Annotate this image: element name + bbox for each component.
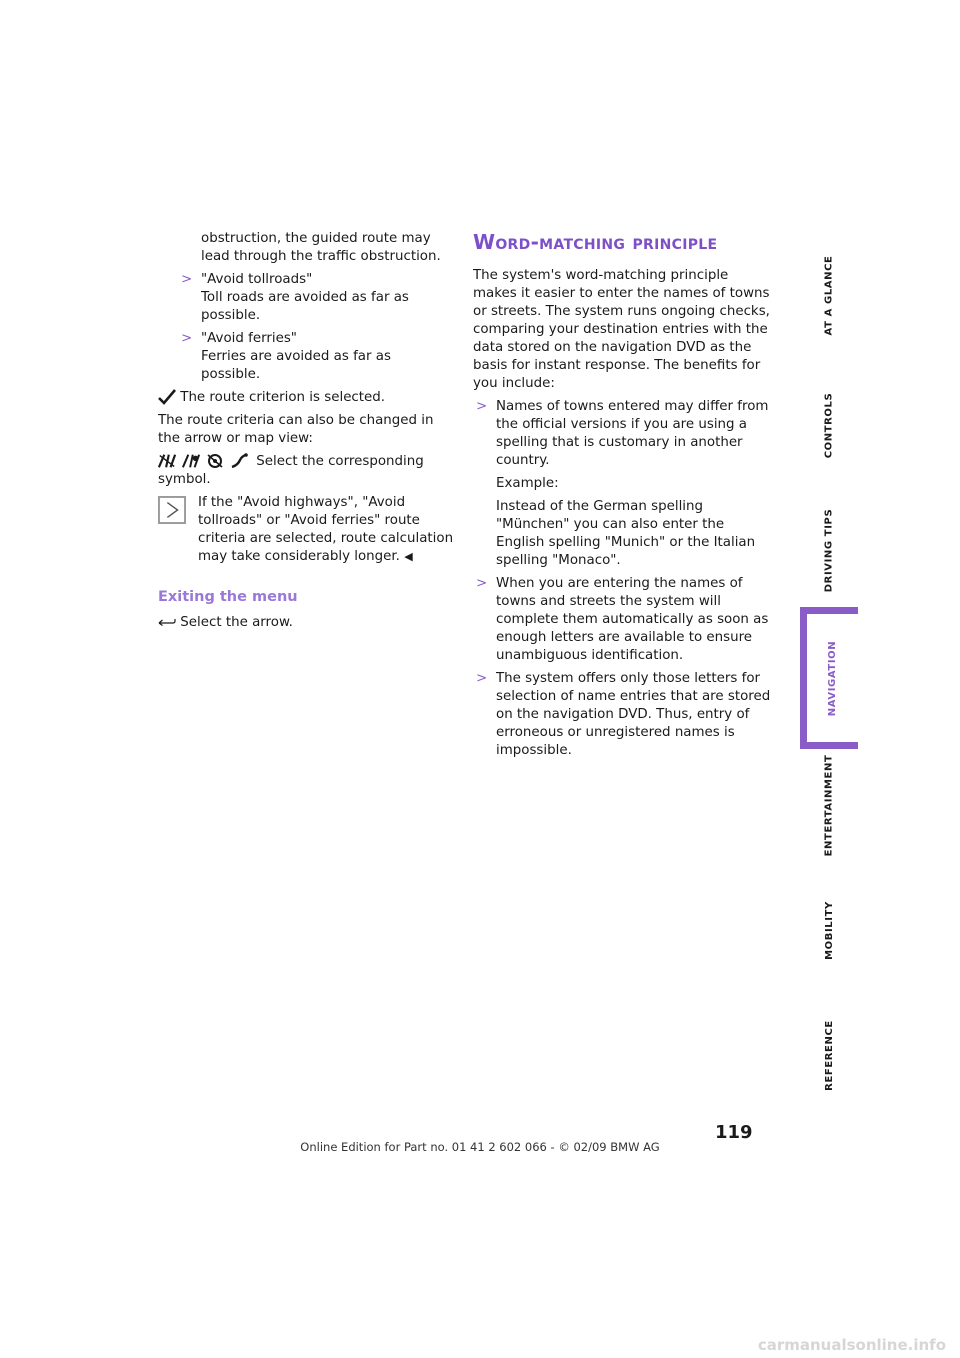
- benefit-text: The system offers only those letters for selection of name entries that are stored on the navigation DVD. Thus, entry of erroneous or unregistered names is impossible.: [496, 671, 771, 758]
- avoid-tollroads-icon: [182, 453, 200, 469]
- selected-text: The route criterion is selected.: [180, 390, 386, 405]
- exit-line: [158, 614, 454, 632]
- end-marker: ◀: [404, 550, 413, 563]
- route-icon: [230, 453, 248, 469]
- bullet-avoid-ferries: [178, 330, 454, 384]
- note-text: If the "Avoid highways", "Avoid tollroads" or "Avoid ferries" route criteria are selected, route calculation may take considerably longer. ◀: [198, 495, 454, 564]
- route-criteria-icons: [158, 453, 248, 469]
- bullet-marker: >: [181, 331, 193, 346]
- benefit-item: [473, 398, 773, 570]
- selected-line: [158, 389, 454, 407]
- footer-edition: Online Edition for Part no. 01 41 2 602 066 - © 02/09 BMW AG: [300, 1140, 660, 1154]
- example-label: Example:: [496, 476, 559, 491]
- note-triangle-icon: [158, 496, 186, 524]
- example-text: Instead of the German spelling "München" you can also enter the English spelling "Munich" or the Italian spelling "Monaco".: [496, 499, 756, 568]
- right-column: [473, 229, 773, 765]
- bullet-marker: >: [181, 272, 193, 287]
- select-symbol-text: Select the corresponding symbol.: [158, 454, 424, 487]
- checkmark-icon: [158, 389, 176, 405]
- tab-driving-tips[interactable]: DRIVING TIPS: [823, 508, 835, 592]
- exit-text: Select the arrow.: [180, 615, 293, 630]
- tab-navigation[interactable]: NAVIGATION: [800, 607, 858, 749]
- intro-continued: obstruction, the guided route may lead through the traffic obstruction.: [201, 231, 441, 264]
- benefit-item: [473, 575, 773, 665]
- exit-heading: Exiting the menu: [158, 589, 298, 605]
- bullet-text: Toll roads are avoided as far as possible.: [201, 290, 409, 323]
- back-arrow-icon: [158, 614, 176, 630]
- benefit-item: [473, 670, 773, 760]
- bullet-title: "Avoid ferries": [201, 331, 297, 346]
- tab-reference[interactable]: REFERENCE: [823, 1019, 835, 1091]
- tab-entertainment[interactable]: ENTERTAINMENT: [823, 754, 835, 856]
- tab-controls[interactable]: CONTROLS: [823, 392, 835, 458]
- section-heading: Word-matching principle: [473, 230, 718, 254]
- criteria-text: The route criteria can also be changed in the arrow or map view:: [158, 413, 434, 446]
- bullet-marker: >: [476, 671, 488, 686]
- benefit-text: When you are entering the names of towns and streets the system will complete them automatically as soon as enough letters are available to ensure unambiguous identification.: [496, 576, 769, 663]
- left-column: [158, 230, 454, 637]
- bullet-text: Ferries are avoided as far as possible.: [201, 349, 391, 382]
- avoid-highways-icon: [158, 453, 176, 469]
- word-matching-intro: The system's word-matching principle makes it easier to enter the names of towns or streets. The system runs ongoing checks, comparing your destination entries with the data stored on the navigation DVD as the basis for instant response. The benefits for you include:: [473, 268, 770, 391]
- watermark: carmanualsonline.info: [757, 1336, 946, 1354]
- avoid-ferries-icon: [206, 453, 224, 469]
- bullet-title: "Avoid tollroads": [201, 272, 313, 287]
- tab-at-a-glance[interactable]: AT A GLANCE: [823, 255, 835, 335]
- benefit-text: Names of towns entered may differ from the official versions if you are using a spelling that is customary in another country.: [496, 399, 769, 468]
- bullet-marker: >: [476, 576, 488, 591]
- bullet-marker: >: [476, 399, 488, 414]
- tab-mobility[interactable]: MOBILITY: [823, 900, 835, 960]
- page-number: 119: [715, 1122, 753, 1143]
- symbols-line: [158, 453, 454, 489]
- bullet-avoid-tollroads: [178, 271, 454, 325]
- note-block: [158, 494, 454, 566]
- chapter-tabs: [800, 0, 858, 1100]
